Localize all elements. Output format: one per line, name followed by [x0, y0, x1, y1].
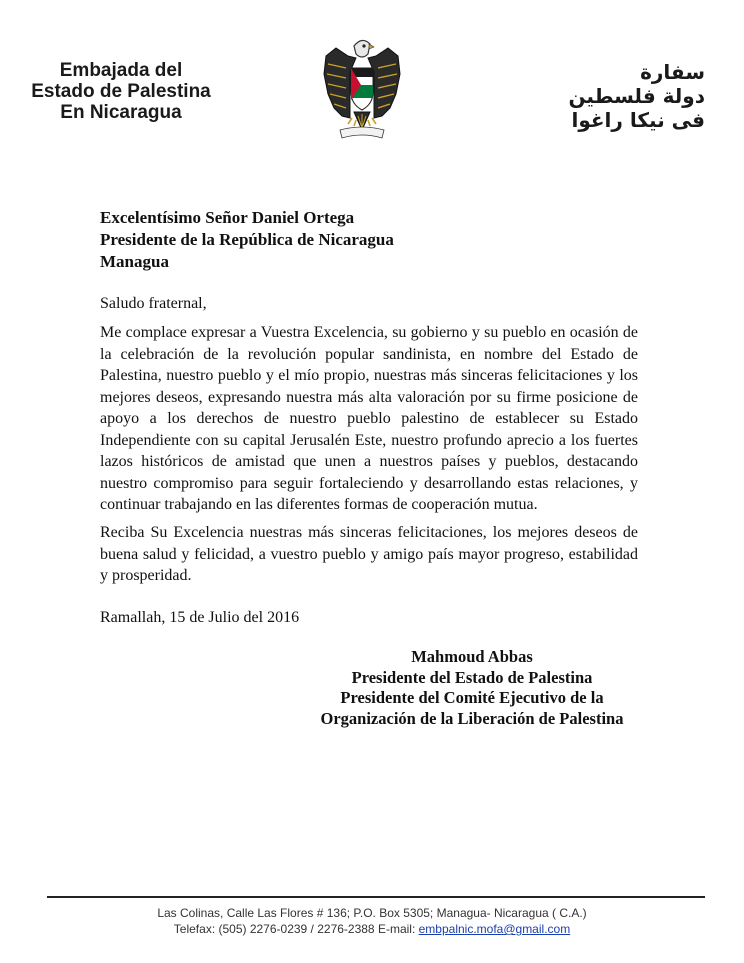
footer-phone: Telefax: (505) 2276-0239 / 2276-2388 E-mail: [173, 922, 419, 936]
recipient-block [100, 207, 394, 273]
embassy-name-line-3: En Nicaragua [60, 102, 182, 123]
signatory-title-3: Organización de la Liberación de Palestina [320, 708, 624, 728]
body-paragraph-1: Me complace expresar a Vuestra Excelencia, su gobierno y su pueblo en ocasión de la celebración de la revolución popular sandinista, en nombre del Estado de Palestina, nuestro pueblo y el mío propio, nuestras más sinceras felicitaciones y los mejores deseos, expresando nuestra más alta valoración por su firme posicione de apoyo a los derechos de nuestro pueblo palestino de establecer su Estado Independiente con su capital Jerusalén Este, nuestro profundo aprecio a los fuertes lazos históricos de amistad que unen a nuestros países y pueblos, destacando nuestro compromiso para seguir fortaleciendo y desarrollando estas relaciones, y continuar trabajando en las diferentes formas de cooperación mutua. [100, 324, 638, 513]
embassy-arabic-line-3: فى نيكا راغوا [571, 108, 705, 132]
footer-address: Las Colinas, Calle Las Flores # 136; P.O. Box 5305; Managua- Nicaragua ( C.A.) [157, 906, 587, 920]
signatory-title-1: Presidente del Estado de Palestina [351, 667, 593, 687]
signature-block [300, 647, 644, 729]
embassy-name-line-2: Estado de Palestina [31, 81, 211, 102]
palestinian-eagle-emblem-icon [318, 34, 406, 144]
embassy-arabic-line-1: سفارة [640, 60, 705, 84]
signatory-name: Mahmoud Abbas [411, 647, 533, 666]
embassy-name-arabic [568, 60, 705, 132]
email-link[interactable]: embpalnic.mofa@gmail.com [418, 922, 571, 936]
signatory-title-2: Presidente del Comité Ejecutivo de la [340, 688, 604, 707]
embassy-name-line-1: Embajada del [59, 60, 183, 81]
footer-divider [47, 896, 705, 898]
recipient-name: Excelentísimo Señor Daniel Ortega [100, 208, 355, 227]
dateline: Ramallah, 15 de Julio del 2016 [100, 609, 300, 626]
footer-contact [0, 921, 744, 937]
embassy-arabic-line-2: دولة فلسطين [568, 84, 705, 108]
embassy-name-spanish [26, 60, 216, 123]
recipient-city: Managua [100, 252, 169, 271]
recipient-title: Presidente de la República de Nicaragua [100, 230, 394, 249]
body-paragraph-2: Reciba Su Excelencia nuestras más sinceras felicitaciones, los mejores deseos de buena salud y felicidad, a vuestro pueblo y amigo país mayor progreso, estabilidad y prosperidad. [100, 524, 638, 584]
salutation: Saludo fraternal, [100, 295, 207, 312]
footer [0, 905, 744, 937]
